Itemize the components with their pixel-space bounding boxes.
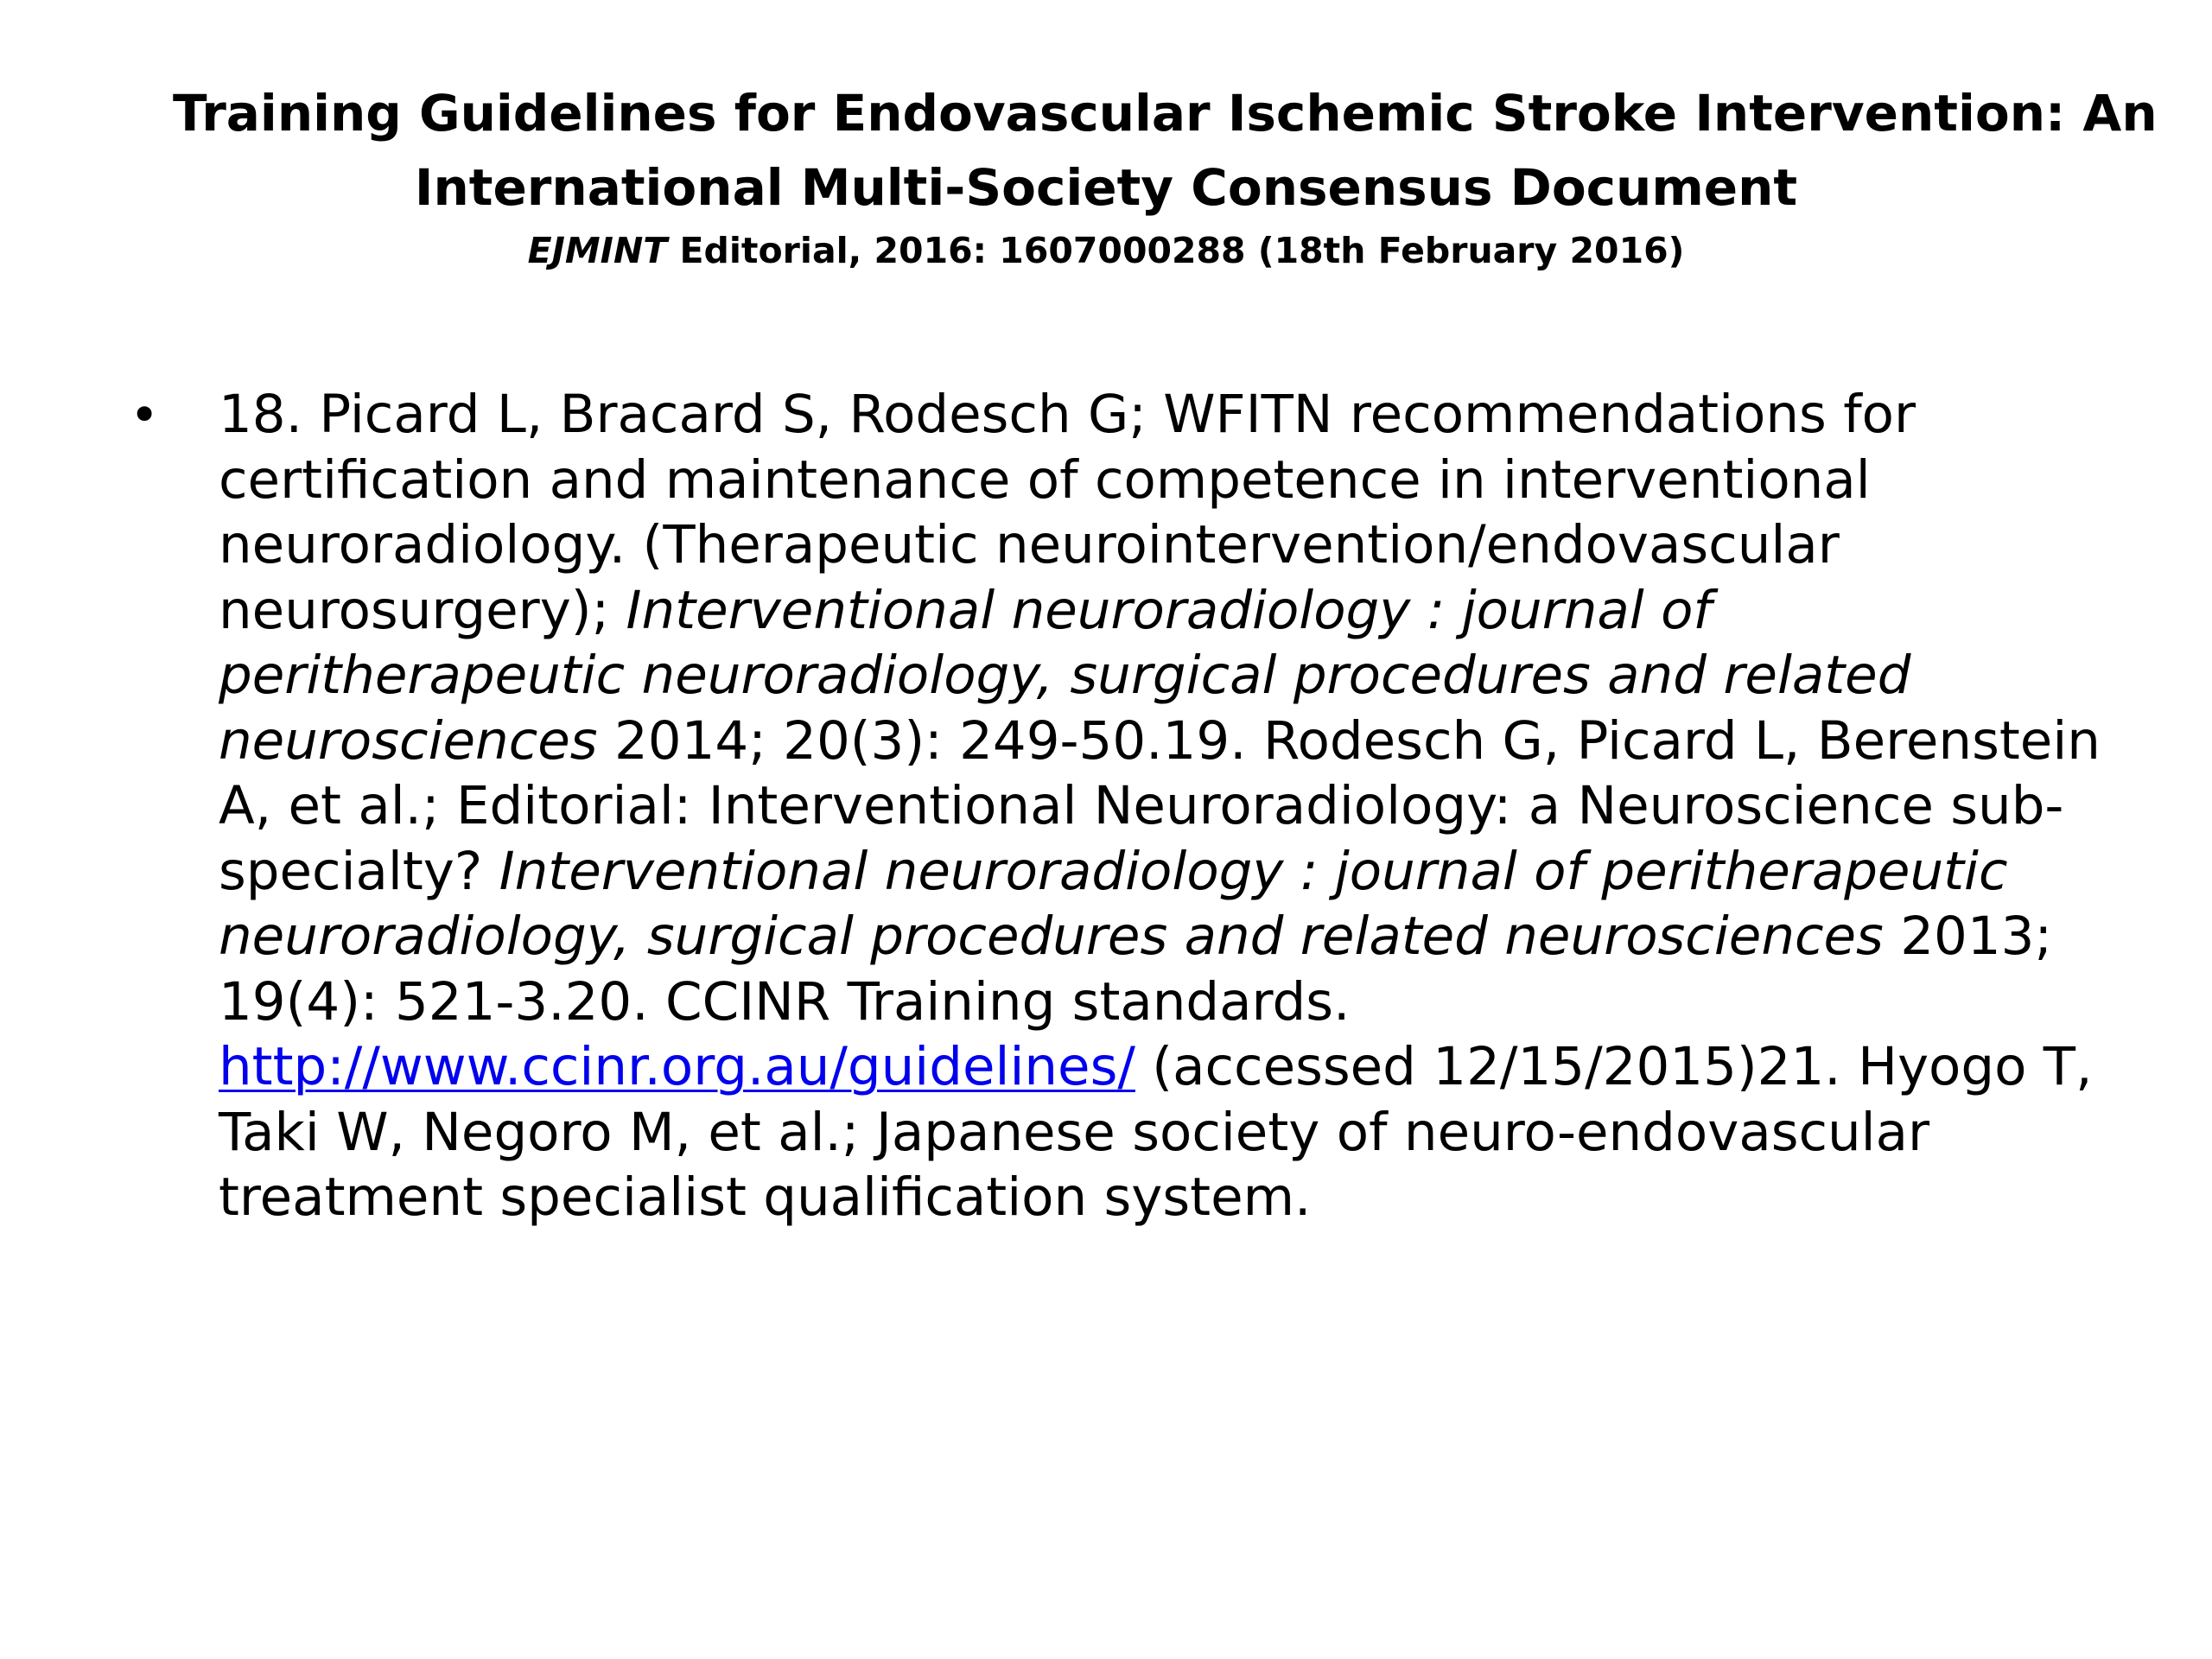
reference-text-4: (accessed 12/15/2015)21. Hyogo T, Taki W, Negoro M, et al.; Japanese society of neuro-endovascular treatment specialist qualification system. bbox=[219, 1036, 2093, 1228]
slide-subtitle bbox=[173, 226, 2039, 275]
journal-title-1: Interventional neuroradiology : journal of peritherapeutic neuroradiology, surgical procedures and related neurosciences bbox=[219, 579, 1911, 772]
reference-text-3: 2013; 19(4): 521-3.20. CCINR Training standards. bbox=[219, 906, 2053, 1033]
bullet-list bbox=[130, 382, 2117, 1230]
bullet-marker-icon: • bbox=[130, 385, 160, 444]
reference-list-item bbox=[219, 382, 2124, 1230]
title-block bbox=[173, 76, 2158, 275]
subtitle-journal-name: EJMINT bbox=[527, 230, 668, 271]
ccinr-guidelines-link[interactable]: http://www.ccinr.org.au/guidelines/ bbox=[219, 1036, 1135, 1097]
journal-title-2: Interventional neuroradiology : journal of peritherapeutic neuroradiology, surgical procedures and related neurosciences bbox=[219, 840, 2008, 967]
reference-text-1: 18. Picard L, Bracard S, Rodesch G; WFITN recommendations for certification and maintenance of competence in interventional neuroradiology. (Therapeutic neurointervention/endovascular neurosurgery); bbox=[219, 384, 1916, 641]
slide-title-line-1: Training Guidelines for Endovascular Ischemic Stroke Intervention: An bbox=[173, 84, 2158, 143]
slide-title-line-2: International Multi-Society Consensus Document bbox=[414, 158, 1798, 217]
subtitle-citation: Editorial, 2016: 1607000288 (18th February 2016) bbox=[667, 230, 1685, 271]
reference-text-2: 2014; 20(3): 249-50.19. Rodesch G, Picard L, Berenstein A, et al.; Editorial: Interventional Neuroradiology: a Neuroscience sub-specialty? bbox=[219, 709, 2101, 902]
